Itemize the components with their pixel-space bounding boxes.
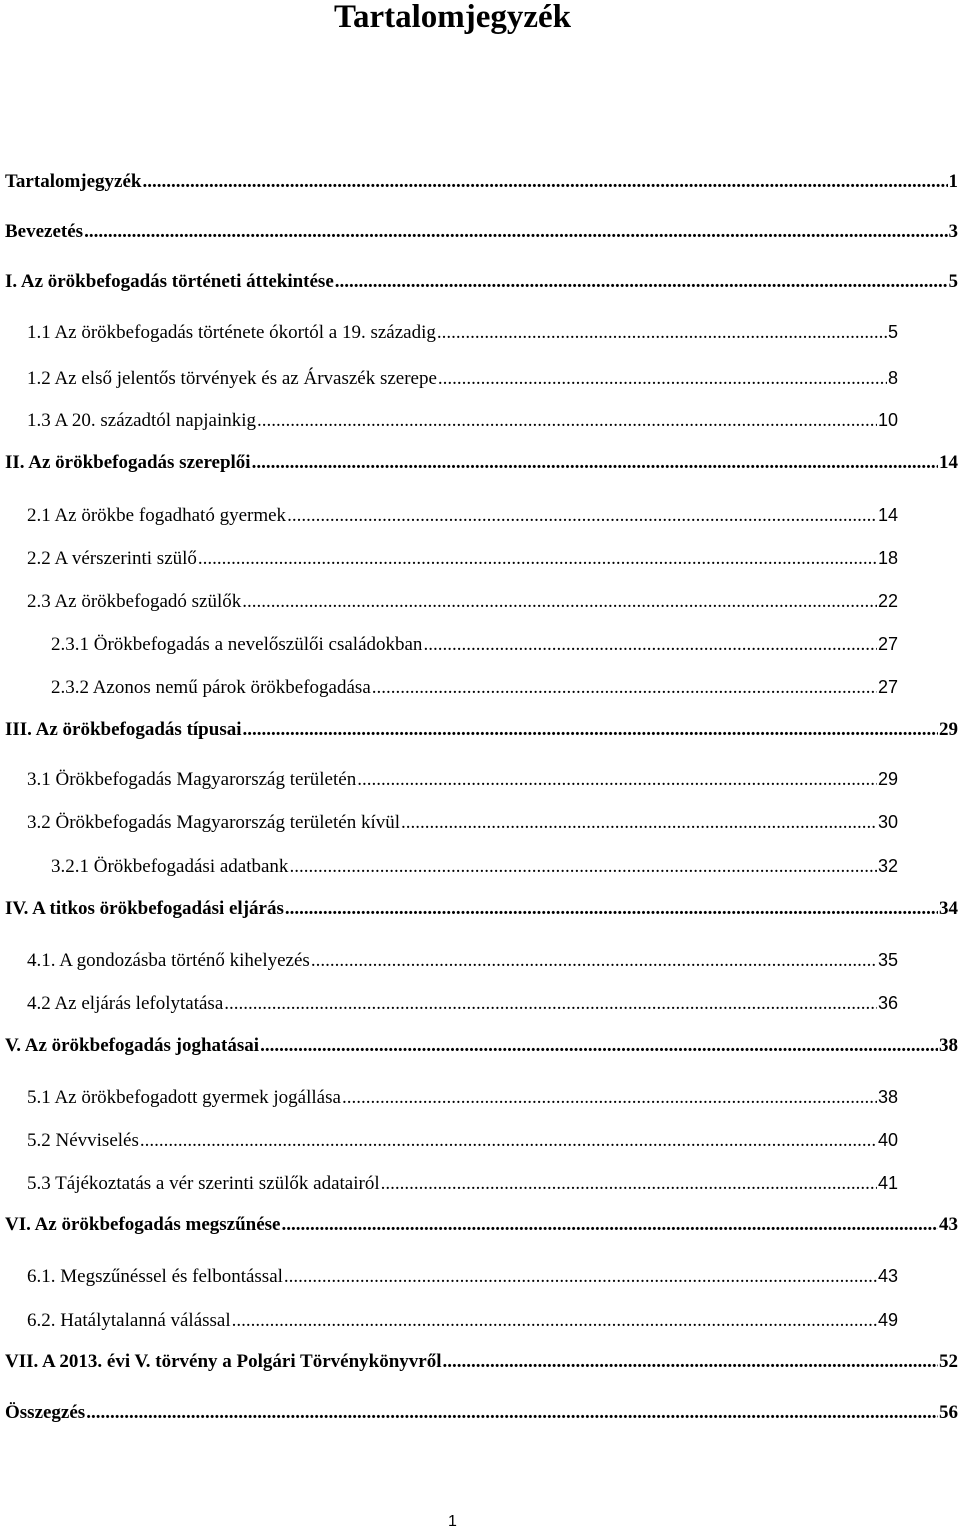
toc-dot-leader xyxy=(438,365,887,393)
toc-dot-leader xyxy=(443,1348,939,1376)
toc-dot-leader xyxy=(372,674,877,702)
toc-entry-label: V. Az örökbefogadás joghatásai xyxy=(5,1035,260,1056)
page-title: Tartalomjegyzék xyxy=(333,0,572,35)
toc-entry-page: 56 xyxy=(939,1402,958,1423)
toc-entry-label: 2.1 Az örökbe fogadható gyermek xyxy=(27,505,287,526)
toc-entry-page: 27 xyxy=(877,634,898,654)
toc-entry-page: 18 xyxy=(877,548,898,568)
toc-entry[interactable] xyxy=(5,449,958,477)
toc-entry[interactable] xyxy=(27,989,898,1017)
toc-entry-page: 10 xyxy=(877,410,898,430)
toc-entry-page: 29 xyxy=(939,719,958,740)
toc-entry-label: 3.2 Örökbefogadás Magyarország területén kívül xyxy=(27,812,401,833)
toc-dot-leader xyxy=(232,1307,877,1335)
toc-entry[interactable] xyxy=(5,168,958,196)
toc-entry-page: 30 xyxy=(877,812,898,832)
toc-entry-page: 34 xyxy=(939,898,958,919)
toc-entry-page: 43 xyxy=(877,1266,898,1286)
toc-dot-leader xyxy=(260,1032,938,1060)
toc-entry[interactable] xyxy=(5,268,958,296)
toc-entry[interactable] xyxy=(27,1306,898,1334)
toc-entry[interactable] xyxy=(27,1169,898,1197)
toc-entry-label: 1.1 Az örökbefogadás története ókortól a 19. századig xyxy=(27,322,436,343)
toc-dot-leader xyxy=(311,947,877,975)
toc-entry-label: IV. A titkos örökbefogadási eljárás xyxy=(5,898,284,919)
toc-entry-page: 52 xyxy=(939,1351,958,1372)
toc-dot-leader xyxy=(401,809,877,837)
toc-dot-leader xyxy=(252,449,938,477)
toc-dot-leader xyxy=(143,168,948,196)
toc-dot-leader xyxy=(198,545,877,573)
toc-dot-leader xyxy=(243,716,939,744)
toc-entry[interactable] xyxy=(27,946,898,974)
toc-entry-page: 49 xyxy=(877,1310,898,1330)
toc-entry-page: 29 xyxy=(877,769,898,789)
toc-dot-leader xyxy=(86,1399,938,1427)
toc-entry[interactable] xyxy=(27,1126,898,1154)
toc-dot-leader xyxy=(437,319,887,347)
toc-entry-label: 5.3 Tájékoztatás a vér szerinti szülők adatairól xyxy=(27,1173,380,1194)
toc-entry-label: III. Az örökbefogadás típusai xyxy=(5,719,242,740)
toc-entry-label: 3.2.1 Örökbefogadási adatbank xyxy=(51,856,289,877)
toc-entry[interactable] xyxy=(27,587,898,615)
toc-entry-label: 1.2 Az első jelentős törvények és az Árvaszék szerepe xyxy=(27,368,437,389)
toc-entry-label: 2.2 A vérszerinti szülő xyxy=(27,548,197,569)
toc-entry[interactable] xyxy=(5,1211,958,1239)
toc-entry-page: 22 xyxy=(877,591,898,611)
toc-dot-leader xyxy=(285,895,938,923)
toc-entry-page: 1 xyxy=(948,171,958,192)
toc-entry[interactable] xyxy=(27,544,898,572)
toc-dot-leader xyxy=(84,218,947,246)
toc-entry[interactable] xyxy=(27,1083,898,1111)
toc-entry[interactable] xyxy=(27,364,898,392)
toc-entry-label: Bevezetés xyxy=(5,221,84,242)
toc-entry-page: 32 xyxy=(877,856,898,876)
toc-entry-label: Tartalomjegyzék xyxy=(5,171,142,192)
toc-dot-leader xyxy=(335,268,948,296)
toc-entry[interactable] xyxy=(5,1348,958,1376)
toc-dot-leader xyxy=(257,407,877,435)
toc-entry[interactable] xyxy=(5,716,958,744)
toc-entry-label: 1.3 A 20. századtól napjainkig xyxy=(27,410,257,431)
toc-dot-leader xyxy=(289,853,877,881)
toc-entry-label: I. Az örökbefogadás történeti áttekintése xyxy=(5,271,334,292)
toc-dot-leader xyxy=(224,990,877,1018)
toc-entry-label: 3.1 Örökbefogadás Magyarország területén xyxy=(27,769,357,790)
toc-entry[interactable] xyxy=(27,406,898,434)
toc-dot-leader xyxy=(242,588,877,616)
toc-entry[interactable] xyxy=(27,318,898,346)
toc-entry-label: 2.3.1 Örökbefogadás a nevelőszülői családokban xyxy=(51,634,423,655)
toc-entry[interactable] xyxy=(5,1399,958,1427)
toc-entry[interactable] xyxy=(27,501,898,529)
toc-entry-label: 5.1 Az örökbefogadott gyermek jogállása xyxy=(27,1087,341,1108)
toc-entry[interactable] xyxy=(5,895,958,923)
toc-dot-leader xyxy=(140,1127,877,1155)
toc-entry[interactable] xyxy=(27,765,898,793)
toc-entry-page: 38 xyxy=(877,1087,898,1107)
toc-entry-page: 8 xyxy=(887,368,898,388)
toc-entry-label: 6.1. Megszűnéssel és felbontással xyxy=(27,1266,283,1287)
toc-entry[interactable] xyxy=(27,1262,898,1290)
toc-entry[interactable] xyxy=(51,852,898,880)
toc-entry-page: 38 xyxy=(939,1035,958,1056)
toc-dot-leader xyxy=(423,631,877,659)
toc-entry[interactable] xyxy=(5,218,958,246)
toc-entry[interactable] xyxy=(5,1032,958,1060)
toc-entry-label: 4.2 Az eljárás lefolytatása xyxy=(27,993,224,1014)
toc-entry-label: 2.3.2 Azonos nemű párok örökbefogadása xyxy=(51,677,371,698)
toc-entry-page: 35 xyxy=(877,950,898,970)
toc-entry-page: 14 xyxy=(877,505,898,525)
page-number: 1 xyxy=(448,1513,457,1530)
toc-entry-page: 5 xyxy=(948,271,958,292)
toc-entry-page: 27 xyxy=(877,677,898,697)
toc-entry-label: 6.2. Hatálytalanná válással xyxy=(27,1310,231,1331)
toc-dot-leader xyxy=(284,1263,877,1291)
toc-dot-leader xyxy=(287,502,877,530)
toc-entry-page: 5 xyxy=(887,322,898,342)
toc-entry-page: 41 xyxy=(877,1173,898,1193)
toc-entry-page: 43 xyxy=(939,1214,958,1235)
toc-entry-page: 36 xyxy=(877,993,898,1013)
toc-entry-label: II. Az örökbefogadás szereplői xyxy=(5,452,251,473)
toc-dot-leader xyxy=(342,1084,877,1112)
toc-entry-label: VII. A 2013. évi V. törvény a Polgári Törvénykönyvről xyxy=(5,1351,442,1372)
toc-entry-label: 2.3 Az örökbefogadó szülők xyxy=(27,591,242,612)
toc-dot-leader xyxy=(282,1211,939,1239)
toc-dot-leader xyxy=(357,766,877,794)
toc-dot-leader xyxy=(381,1170,877,1198)
toc-entry-page: 3 xyxy=(948,221,958,242)
toc-entry-label: 5.2 Névviselés xyxy=(27,1130,139,1151)
toc-entry-label: Összegzés xyxy=(5,1402,86,1423)
toc-entry[interactable] xyxy=(27,808,898,836)
toc-entry[interactable] xyxy=(51,630,898,658)
toc-entry[interactable] xyxy=(51,673,898,701)
toc-entry-page: 14 xyxy=(939,452,958,473)
toc-entry-label: 4.1. A gondozásba történő kihelyezés xyxy=(27,950,310,971)
toc-entry-page: 40 xyxy=(877,1130,898,1150)
toc-entry-label: VI. Az örökbefogadás megszűnése xyxy=(5,1214,281,1235)
